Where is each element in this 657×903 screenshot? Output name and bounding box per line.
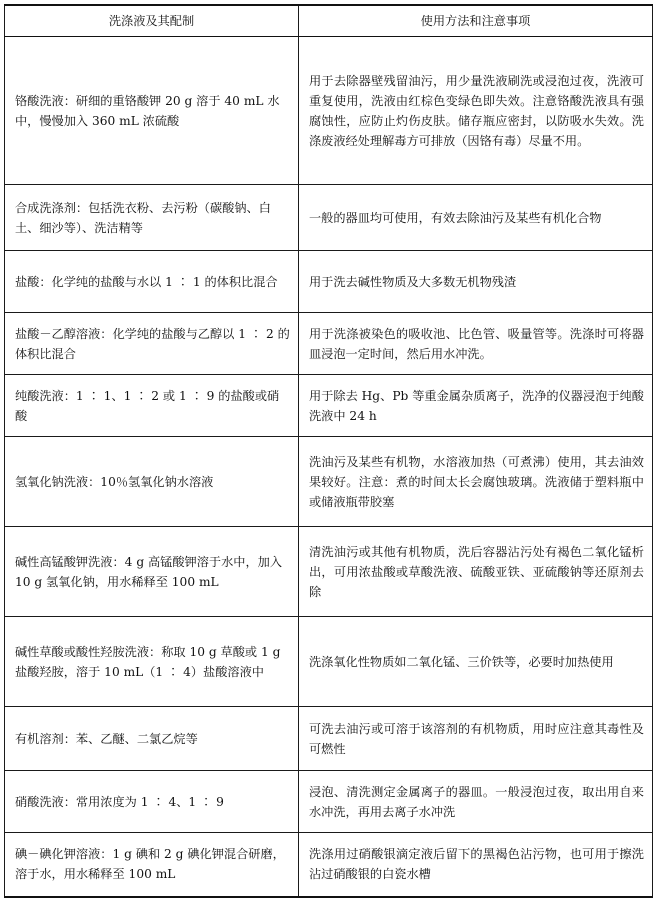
table-row (5, 617, 653, 707)
usage-cell: 一般的器皿均可使用，有效去除油污及某些有机化合物 (299, 185, 653, 251)
usage-cell: 洗油污及某些有机物，水溶液加热（可煮沸）使用，其去油效果较好。注意：煮的时间太长会腐蚀玻璃。洗液储于塑料瓶中或储液瓶带胶塞 (299, 437, 653, 527)
preparation-cell: 纯酸洗液：1 ∶ 1、1 ∶ 2 或 1 ∶ 9 的盐酸或硝酸 (5, 375, 299, 437)
washing-solutions-table (4, 4, 653, 898)
preparation-cell: 碱性草酸或酸性羟胺洗液：称取 10 g 草酸或 1 g 盐酸羟胺，溶于 10 mL（1 ∶ 4）盐酸溶液中 (5, 617, 299, 707)
usage-cell: 用于洗涤被染色的吸收池、比色管、吸量管等。洗涤时可将器皿浸泡一定时间，然后用水冲洗。 (299, 313, 653, 375)
table-header-row (5, 5, 653, 37)
usage-cell: 用于除去 Hg、Pb 等重金属杂质离子，洗净的仪器浸泡于纯酸洗液中 24 h (299, 375, 653, 437)
table-row (5, 185, 653, 251)
preparation-cell: 硝酸洗液：常用浓度为 1 ∶ 4、1 ∶ 9 (5, 771, 299, 833)
table-row (5, 707, 653, 771)
table-row (5, 833, 653, 897)
usage-cell: 可洗去油污或可溶于该溶剂的有机物质，用时应注意其毒性及可燃性 (299, 707, 653, 771)
table-row (5, 37, 653, 185)
usage-cell: 用于洗去碱性物质及大多数无机物残渣 (299, 251, 653, 313)
preparation-cell: 氢氧化钠洗液：10％氢氧化钠水溶液 (5, 437, 299, 527)
preparation-cell: 碱性高锰酸钾洗液：4 g 高锰酸钾溶于水中，加入 10 g 氢氧化钠，用水稀释至 100 mL (5, 527, 299, 617)
usage-cell: 用于去除器壁残留油污，用少量洗液刷洗或浸泡过夜，洗液可重复使用，洗液由红棕色变绿色即失效。注意铬酸洗液具有强腐蚀性，应防止灼伤皮肤。储存瓶应密封，以防吸水失效。洗涤废液经处理解毒方可排放（因铬有毒）尽量不用。 (299, 37, 653, 185)
preparation-cell: 合成洗涤剂：包括洗衣粉、去污粉（碳酸钠、白土、细沙等）、洗洁精等 (5, 185, 299, 251)
preparation-cell: 碘－碘化钾溶液：1 g 碘和 2 g 碘化钾混合研磨，溶于水，用水稀释至 100 mL (5, 833, 299, 897)
header-usage: 使用方法和注意事项 (299, 5, 653, 37)
preparation-cell: 盐酸：化学纯的盐酸与水以 1 ∶ 1 的体积比混合 (5, 251, 299, 313)
preparation-cell: 有机溶剂：苯、乙醚、二氯乙烷等 (5, 707, 299, 771)
table-row (5, 375, 653, 437)
usage-cell: 洗涤用过硝酸银滴定液后留下的黑褐色沾污物，也可用于擦洗沾过硝酸银的白瓷水槽 (299, 833, 653, 897)
table-row (5, 437, 653, 527)
preparation-cell: 铬酸洗液：研细的重铬酸钾 20 g 溶于 40 mL 水中，慢慢加入 360 mL 浓硫酸 (5, 37, 299, 185)
preparation-cell: 盐酸－乙醇溶液：化学纯的盐酸与乙醇以 1 ∶ 2 的体积比混合 (5, 313, 299, 375)
usage-cell: 洗涤氧化性物质如二氧化锰、三价铁等，必要时加热使用 (299, 617, 653, 707)
usage-cell: 浸泡、清洗测定金属离子的器皿。一般浸泡过夜，取出用自来水冲洗，再用去离子水冲洗 (299, 771, 653, 833)
table-row (5, 313, 653, 375)
table-row (5, 527, 653, 617)
table-row (5, 771, 653, 833)
header-preparation: 洗涤液及其配制 (5, 5, 299, 37)
table-row (5, 251, 653, 313)
usage-cell: 清洗油污或其他有机物质，洗后容器沾污处有褐色二氧化锰析出，可用浓盐酸或草酸洗液、硫酸亚铁、亚硫酸钠等还原剂去除 (299, 527, 653, 617)
